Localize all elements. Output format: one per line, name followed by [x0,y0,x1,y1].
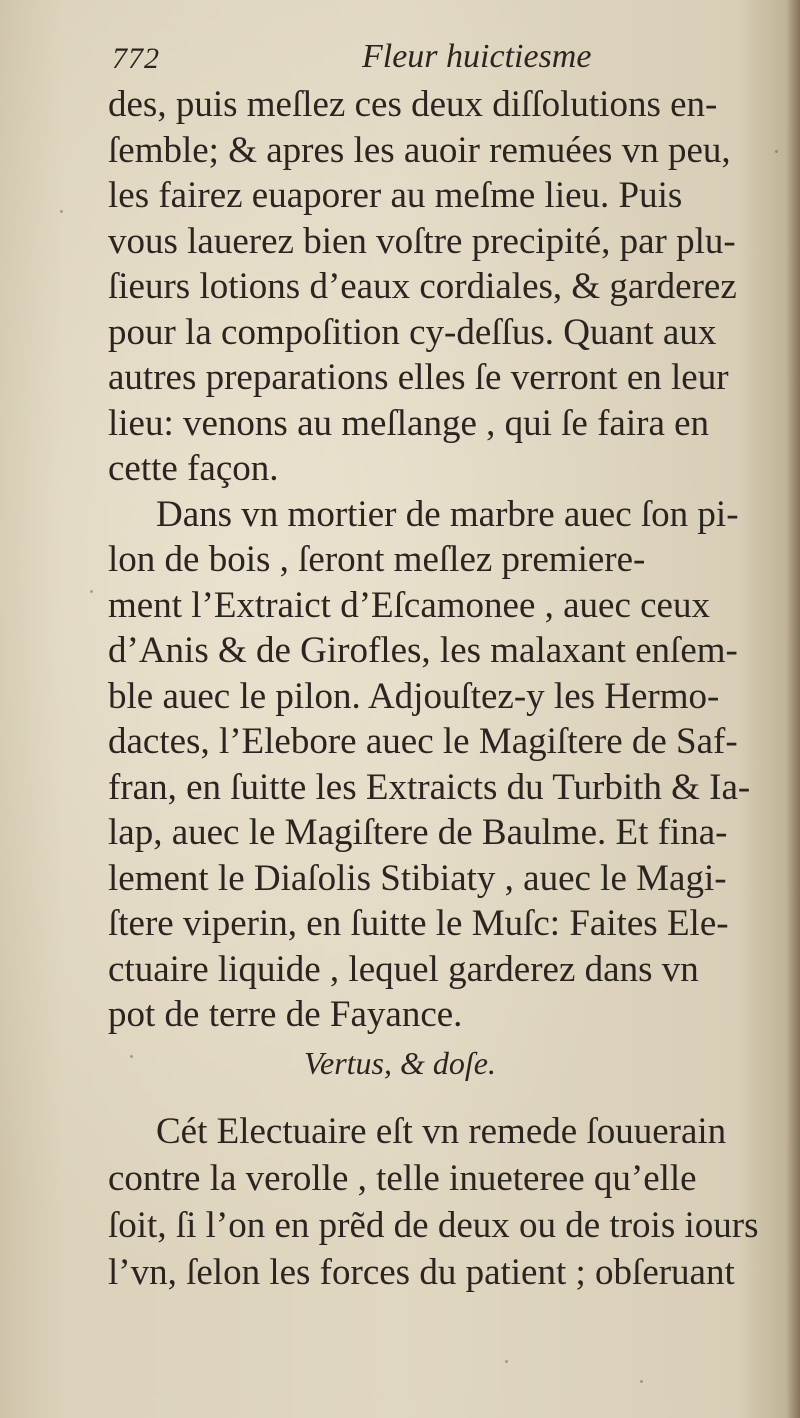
text-line: ble auec le pilon. Adjouſtez-y les Hermo- [108,675,720,717]
text-line: lement le Diaſolis Stibiaty , auec le Magi- [108,857,727,899]
text-line: lon de bois , ſeront meſlez premiere- [108,539,646,580]
text-line: autres preparations elles ſe verront en leur [108,357,729,398]
text-line: lieu: venons au meſlange , qui ſe faira en [108,402,710,444]
text-line: cette façon. [108,448,279,489]
text-line: ſemble; & apres les auoir remuées vn peu, [108,129,731,171]
text-line: d’Anis & de Girofles, les malaxant enſem- [108,630,738,671]
paragraph-3 [108,1108,778,1296]
text-line: vous lauerez bien voſtre precipité, par plu- [108,220,736,262]
paragraph-1 [108,82,768,492]
text-line: des, puis meſlez ces deux diſſolutions en- [108,84,718,125]
paper-speck [130,1055,133,1058]
text-line: l’vn, ſelon les forces du patient ; obſeruant [108,1252,735,1293]
paragraph-2 [108,492,768,1038]
paper-speck [60,210,63,213]
text-line: fran, en ſuitte les Extraicts du Turbith & Ia- [108,766,751,808]
text-line: pour la compoſition cy-deſſus. Quant aux [108,311,717,353]
text-line: contre la verolle , telle inueteree qu’elle [108,1158,697,1199]
text-line: lap, auec le Magiſtere de Baulme. Et fina- [108,812,728,853]
paper-speck [640,1380,643,1383]
text-line: ſoit, ſi l’on en prẽd de deux ou de trois iours [108,1205,759,1246]
running-head: Fleur huictiesme [362,38,592,75]
text-line: ctuaire liquide , lequel garderez dans vn [108,948,699,990]
text-line: les fairez euaporer au meſme lieu. Puis [108,175,683,216]
text-line: Cét Electuaire eſt vn remede ſouuerain [156,1111,727,1152]
text-line: Dans vn mortier de marbre auec ſon pi- [156,493,739,535]
paper-speck [775,150,778,153]
main-text [108,82,768,1038]
page-header [112,38,732,88]
paper-speck [505,1360,508,1363]
text-line: ſtere viperin, en ſuitte le Muſc: Faites Ele- [108,903,729,944]
section-heading: Vertus, & doſe. [304,1045,496,1081]
text-line: ment l’Extraict d’Eſcamonee , auec ceux [108,584,710,626]
paper-speck [90,590,93,593]
text-line: pot de terre de Fayance. [108,994,463,1035]
text-line: dactes, l’Elebore auec le Magiſtere de Saf- [108,721,738,762]
page-edge-shadow [786,0,800,1418]
text-line: ſieurs lotions d’eaux cordiales, & garderez [108,266,737,307]
page-number: 772 [112,42,160,75]
